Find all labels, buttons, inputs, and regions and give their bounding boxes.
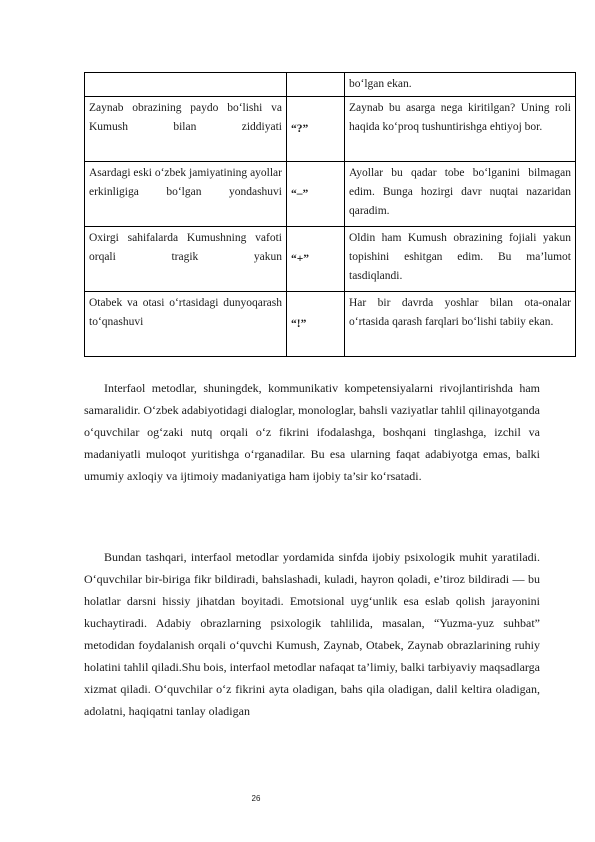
table-cell-comment: Oldin ham Kumush obrazining fojiali yakun topishini eshitgan edim. Bu ma’lumot tasdiqlandi. — [345, 227, 576, 292]
table-cell-topic: Asardagi eski o‘zbek jamiyatining ayollar erkinligiga bo‘lgan yondashuvi — [85, 162, 287, 227]
table-cell-mark: “?” — [287, 97, 345, 162]
table-row — [85, 97, 576, 162]
table-cell-mark — [287, 73, 345, 97]
table-row — [85, 227, 576, 292]
table-cell-mark: “!” — [287, 292, 345, 357]
table-cell-mark: “–” — [287, 162, 345, 227]
reflection-table — [84, 72, 576, 357]
table-cell-comment: Ayollar bu qadar tobe bo‘lganini bilmagan edim. Bunga hozirgi davr nuqtai nazaridan qaradim. — [345, 162, 576, 227]
page-number: 26 — [251, 794, 261, 803]
table-cell-topic — [85, 73, 287, 97]
table-cell-mark: “+” — [287, 227, 345, 292]
table-cell-comment: Har bir davrda yoshlar bilan ota-onalar o‘rtasida qarash farqlari bo‘lishi tabiiy ekan. — [345, 292, 576, 357]
table-cell-topic: Otabek va otasi o‘rtasidagi dunyoqarash to‘qnashuvi — [85, 292, 287, 357]
table-row — [85, 292, 576, 357]
table-cell-topic: Zaynab obrazining paydo bo‘lishi va Kumush bilan ziddiyati — [85, 97, 287, 162]
body-paragraph: Bundan tashqari, interfaol metodlar yordamida sinfda ijobiy psixologik muhit yaratiladi. O‘quvchilar bir-biriga fikr bildiradi, bahslashadi, kuladi, hayron qoladi, e’tiroz bildiradi — bu holatlar darsni hissiy jihatdan boyitadi. Emotsional uyg‘unlik esa eslab qolish jarayonini kuchaytiradi. Adabiy obrazlarning psixologik tahlilida, masalan, “Yuzma-yuz suhbat” metodidan foydalanish orqali o‘quvchi Kumush, Zaynab, Otabek, Zaynab obrazlarining ruhiy holatini tahlil qiladi.Shu bois, interfaol metodlar nafaqat ta’limiy, balki tarbiyaviy maqsadlarga xizmat qiladi. O‘quvchilar o‘z fikrini ayta oladigan, bahs qila oladigan, dalil keltira oladigan, adolatni, haqiqatni tanlay oladigan — [84, 550, 540, 718]
table-row — [85, 162, 576, 227]
body-paragraph: Interfaol metodlar, shuningdek, kommunikativ kompetensiyalarni rivojlantirishda ham samaralidir. O‘zbek adabiyotidagi dialoglar, monologlar, bahsli vaziyatlar tahlil qilinayotganda o‘quvchilar og‘zaki nutq orqali o‘z fikrini ifodalashga, boshqani tinglashga, izchil va madaniyatli muloqot yuritishga o‘rganadilar. Bu esa ularning faqat adabiyotga emas, balki umumiy axloqiy va ijtimoiy madaniyatiga ham ijobiy ta’sir ko‘rsatadi. — [84, 381, 540, 483]
table-cell-comment: Zaynab bu asarga nega kiritilgan? Uning roli haqida ko‘proq tushuntirishga ehtiyoj bor. — [345, 97, 576, 162]
table-row — [85, 73, 576, 97]
table-cell-comment: bo‘lgan ekan. — [345, 73, 576, 97]
table-cell-topic: Oxirgi sahifalarda Kumushning vafoti orqali tragik yakun — [85, 227, 287, 292]
